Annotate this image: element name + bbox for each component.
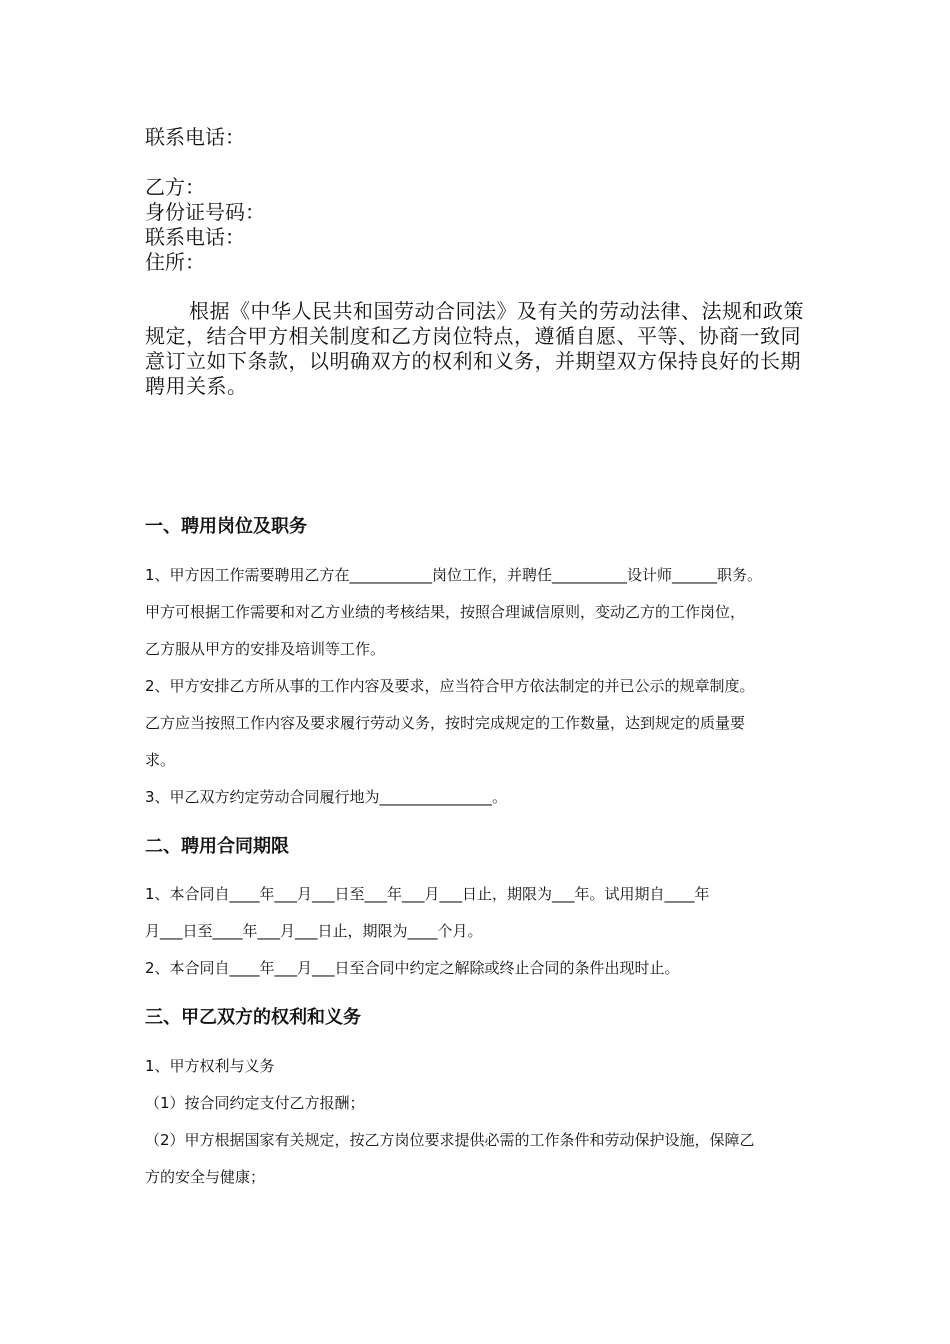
- preamble-paragraph: 根据《中华人民共和国劳动合同法》及有关的劳动法律、法规和政策规定，结合甲方相关制度和乙方岗位特点，遵循自愿、平等、协商一致同意订立如下条款，以明确双方的权利和义务，并期望双方保持良好的长期聘用关系。: [145, 299, 804, 398]
- section1-line: 乙方应当按照工作内容及要求履行劳动义务，按时完成规定的工作数量，达到规定的质量要: [145, 714, 746, 732]
- section1-line: 1、甲方因工作需要聘用乙方在___________岗位工作，并聘任__________设计师______职务。: [145, 566, 763, 584]
- section1-line: 求。: [145, 751, 176, 769]
- section2-line: 月___日至____年___月___日止，期限为____个月。: [145, 922, 483, 940]
- section2-line: 2、本合同自____年___月___日至合同中约定之解除或终止合同的条件出现时止。: [145, 959, 680, 977]
- section1-line: 3、甲乙双方约定劳动合同履行地为_______________。: [145, 788, 508, 806]
- section1-line: 2、甲方安排乙方所从事的工作内容及要求，应当符合甲方依法制定的并已公示的规章制度。: [145, 677, 755, 695]
- section3-line: （2）甲方根据国家有关规定，按乙方岗位要求提供必需的工作条件和劳动保护设施，保障乙: [145, 1131, 755, 1149]
- party-b-address-label: 住所：: [145, 250, 205, 274]
- section2-line: 1、本合同自____年___月___日至___年___月___日止，期限为___年。试用期自____年: [145, 885, 710, 903]
- section1-title: 一、聘用岗位及职务: [145, 516, 307, 537]
- party-b-name-label: 乙方：: [145, 175, 205, 199]
- section2-title: 二、聘用合同期限: [145, 836, 289, 857]
- party-b-id-label: 身份证号码：: [145, 200, 265, 224]
- section1-line: 甲方可根据工作需要和对乙方业绩的考核结果，按照合理诚信原则，变动乙方的工作岗位，: [145, 603, 746, 621]
- party-b-phone-label: 联系电话：: [145, 225, 245, 249]
- section3-title: 三、甲乙双方的权利和义务: [145, 1007, 361, 1028]
- section3-line: 方的安全与健康；: [145, 1168, 266, 1186]
- section3-line: 1、甲方权利与义务: [145, 1057, 275, 1075]
- section1-line: 乙方服从甲方的安排及培训等工作。: [145, 640, 386, 658]
- section3-line: （1）按合同约定支付乙方报酬；: [145, 1094, 365, 1112]
- party-a-phone-label: 联系电话：: [145, 125, 245, 149]
